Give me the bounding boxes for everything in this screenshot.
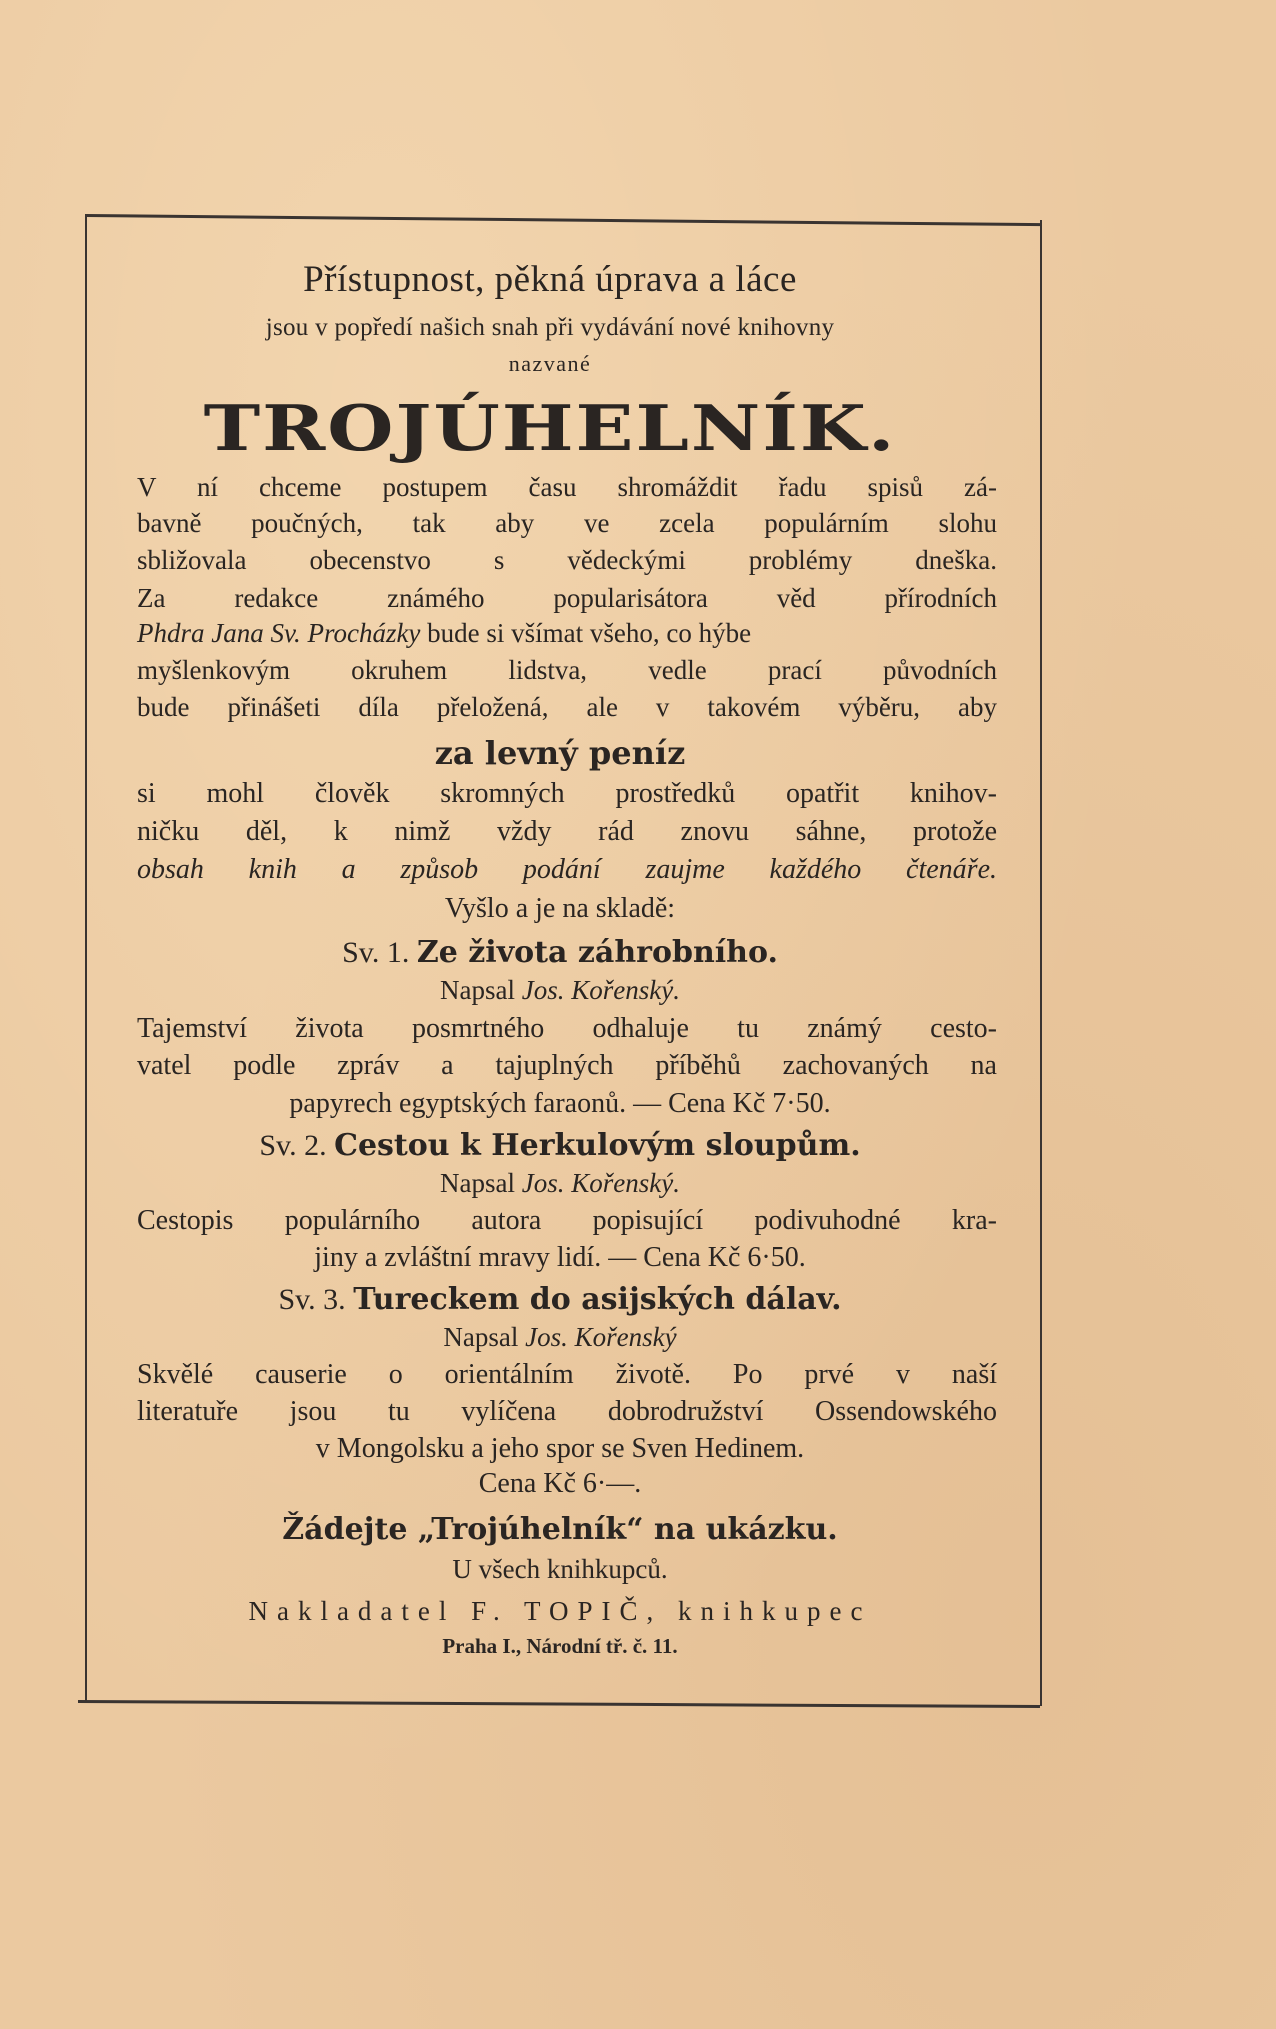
intro-line: V ní chceme postupem času shromáždit řadu spisů zá- — [137, 472, 997, 502]
author-name: Jos. Kořenský. — [521, 1168, 680, 1198]
frame-top-rule — [86, 214, 1042, 226]
author-prefix: Napsal — [440, 975, 515, 1005]
author-name: Jos. Kořenský. — [521, 975, 680, 1005]
publisher: Nakladatel F. TOPIČ, knihkupec — [248, 1596, 872, 1626]
slogan: za levný peníz — [434, 734, 686, 772]
intro-line: ničku děl, k nimž vždy rád znovu sáhne, protože — [137, 816, 997, 847]
volume-title: Cestou k Herkulovým sloupům. — [334, 1128, 861, 1163]
editor-rest: bude si všímat všeho, co hýbe — [420, 618, 752, 648]
frame-bottom-rule — [78, 1700, 1040, 1708]
volume-3-desc: Skvělé causerie o orientálním životě. Po prvé v naší — [137, 1359, 997, 1390]
volume-2-heading — [120, 1128, 1000, 1163]
volume-1-desc: Tajemství života posmrtného odhaluje tu známý cesto- — [137, 1013, 997, 1044]
intro-italic-line: obsah knih a způsob podání zaujme každého čtenáře. — [137, 854, 997, 885]
library-name: TROJÚHELNÍK. — [203, 392, 897, 465]
author-name: Jos. Kořenský — [525, 1322, 677, 1352]
intro-line: myšlenkovým okruhem lidstva, vedle prací původních — [137, 655, 997, 685]
author-prefix: Napsal — [440, 1168, 515, 1198]
volume-2-desc: Cestopis populárního autora popisující podivuhodné kra- — [137, 1205, 997, 1236]
volume-1-author — [120, 975, 1000, 1006]
headline-named: nazvané — [508, 351, 592, 376]
publisher-address: Praha I., Národní tř. č. 11. — [442, 1634, 678, 1658]
availability-note: U všech knihkupců. — [452, 1554, 668, 1584]
author-prefix: Napsal — [443, 1322, 519, 1352]
headline-subtitle: jsou v popředí našich snah při vydávání nové knihovny — [265, 314, 835, 341]
volume-3-price: Cena Kč 6·—. — [478, 1468, 642, 1499]
available-heading: Vyšlo a je na skladě: — [444, 893, 676, 924]
volume-2-author — [120, 1168, 1000, 1199]
volume-1-heading — [120, 935, 1000, 970]
volume-1-desc: vatel podle zpráv a tajuplných příběhů zachovaných na — [137, 1050, 997, 1081]
volume-3-desc: literatuře jsou tu vylíčena dobrodružství Ossendowského — [137, 1396, 997, 1427]
intro-line: Za redakce známého popularisátora věd přírodních — [137, 583, 997, 613]
volume-3-author — [120, 1322, 1000, 1353]
intro-line: si mohl člověk skromných prostředků opatřit knihov- — [137, 778, 997, 809]
intro-line: bude přinášeti díla přeložená, ale v takovém výběru, aby — [137, 692, 997, 722]
intro-line: sbližovala obecenstvo s vědeckými problémy dneška. — [137, 545, 997, 575]
call-to-action: Žádejte „Trojúhelník“ na ukázku. — [282, 1512, 838, 1547]
volume-3-heading — [120, 1282, 1000, 1317]
volume-1-price: papyrech egyptských faraonů. — Cena Kč 7·50. — [289, 1088, 831, 1119]
headline: Přístupnost, pěkná úprava a láce — [303, 259, 797, 300]
editor-name: Phdra Jana Sv. Procházky — [137, 618, 421, 648]
volume-number: Sv. 2. — [259, 1129, 327, 1162]
intro-line: bavně poučných, tak aby ve zcela populárním slohu — [137, 508, 997, 538]
volume-title: Tureckem do asijských dálav. — [353, 1282, 842, 1317]
volume-2-price: jiny a zvláštní mravy lidí. — Cena Kč 6·50. — [314, 1242, 806, 1273]
frame-right-rule — [1040, 220, 1042, 1706]
volume-number: Sv. 1. — [342, 936, 410, 969]
volume-number: Sv. 3. — [278, 1283, 346, 1316]
intro-editor-line — [137, 618, 997, 649]
frame-left-rule — [85, 214, 87, 1702]
volume-3-desc: v Mongolsku a jeho spor se Sven Hedinem. — [315, 1433, 805, 1464]
volume-title: Ze života záhrobního. — [416, 935, 778, 970]
